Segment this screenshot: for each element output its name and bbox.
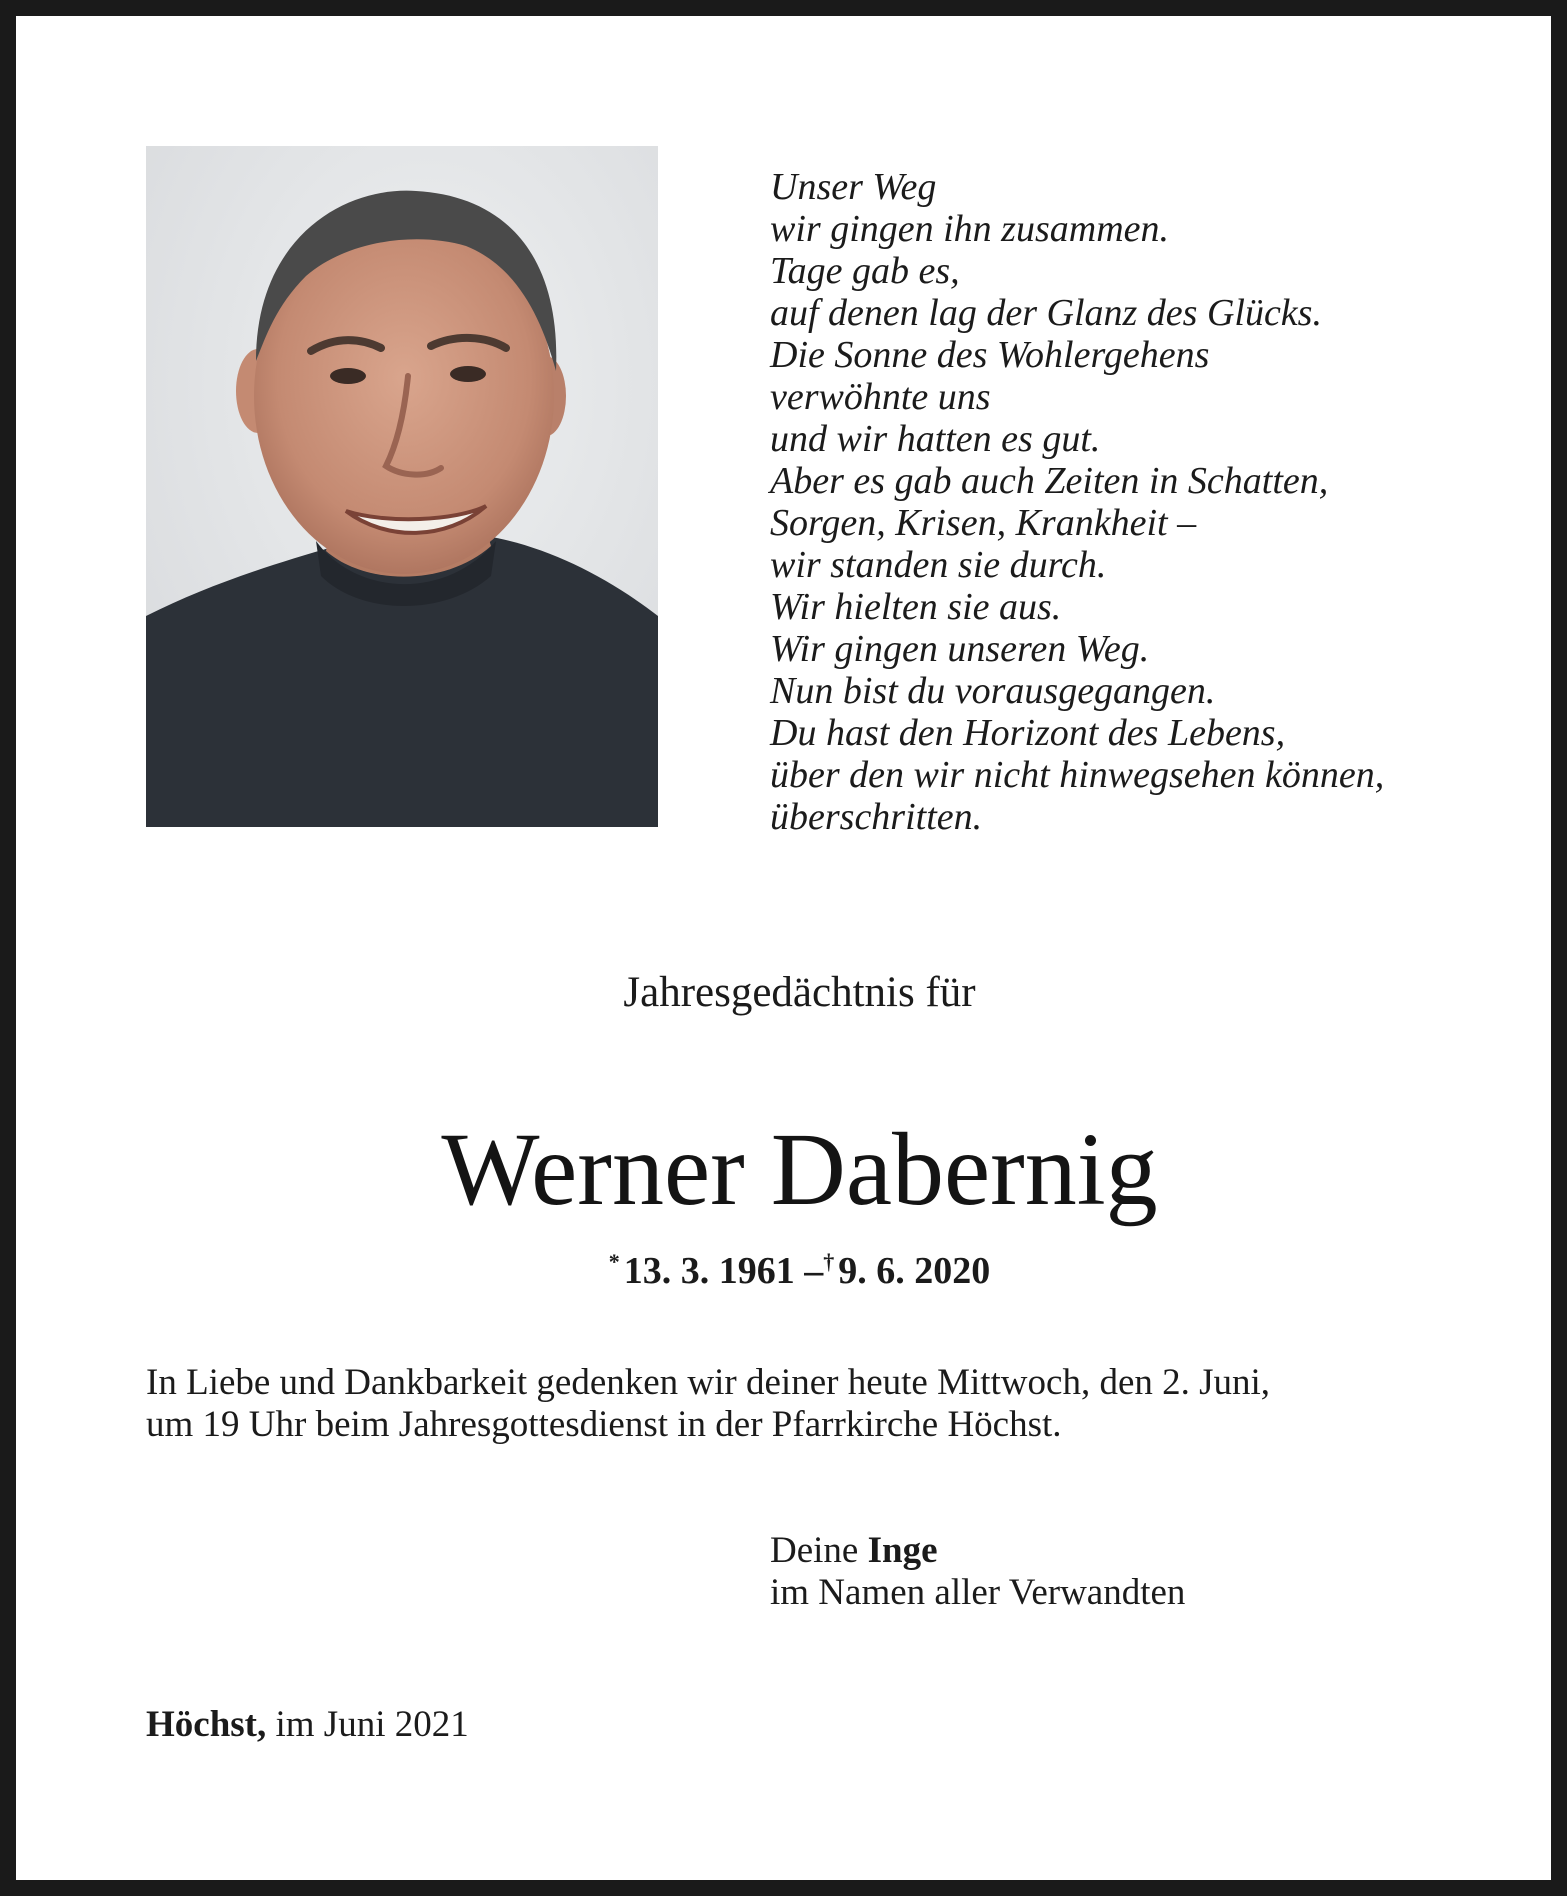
portrait-image [146,146,658,827]
portrait-photo [146,146,658,827]
death-symbol: † [823,1249,835,1274]
place-name: Höchst, [146,1704,267,1745]
poem-line: Die Sonne des Wohlergehens [770,334,1210,376]
poem-line: verwöhnte uns [770,376,991,418]
poem-line: wir gingen ihn zusammen. [770,208,1169,250]
poem-line: Unser Weg [770,166,937,208]
death-date: 9. 6. 2020 [838,1250,991,1292]
message-line: In Liebe und Dankbarkeit gedenken wir deiner heute Mittwoch, den 2. Juni, [146,1362,1271,1403]
poem-line: Du hast den Horizont des Lebens, [770,712,1286,754]
birth-date: 13. 3. 1961 [623,1250,795,1292]
notice-date: im Juni 2021 [275,1704,469,1745]
message-line: um 19 Uhr beim Jahresgottesdienst in der Pfarrkirche Höchst. [146,1404,1062,1445]
birth-symbol: * [608,1249,620,1274]
poem-line: überschritten. [770,796,983,838]
poem-line: Sorgen, Krisen, Krankheit – [770,502,1197,544]
poem-line: Aber es gab auch Zeiten in Schatten, [770,460,1329,502]
poem-line: und wir hatten es gut. [770,418,1101,460]
memorial-message [146,1362,1466,1446]
poem-line: Wir hielten sie aus. [770,586,1062,628]
life-dates [16,1238,1567,1295]
signature-prefix: Deine [770,1530,859,1571]
signature-name: Inge [867,1530,938,1571]
signature-relatives: im Namen aller Verwandten [770,1572,1186,1613]
deceased-name: Werner Dabernig [441,1112,1158,1227]
place-and-date [146,1704,846,1746]
anniversary-heading: Jahresgedächtnis für [623,969,976,1016]
poem-line: auf denen lag der Glanz des Glücks. [770,292,1322,334]
poem-line: Nun bist du vorausgegangen. [770,670,1216,712]
poem-line: über den wir nicht hinwegsehen können, [770,754,1385,796]
date-dash: – [804,1250,824,1292]
memorial-poem [770,166,1470,838]
signature-block [770,1530,1410,1614]
signature-line [770,1530,1410,1572]
poem-line: wir standen sie durch. [770,544,1107,586]
poem-line: Tage gab es, [770,250,960,292]
poem-line: Wir gingen unseren Weg. [770,628,1150,670]
